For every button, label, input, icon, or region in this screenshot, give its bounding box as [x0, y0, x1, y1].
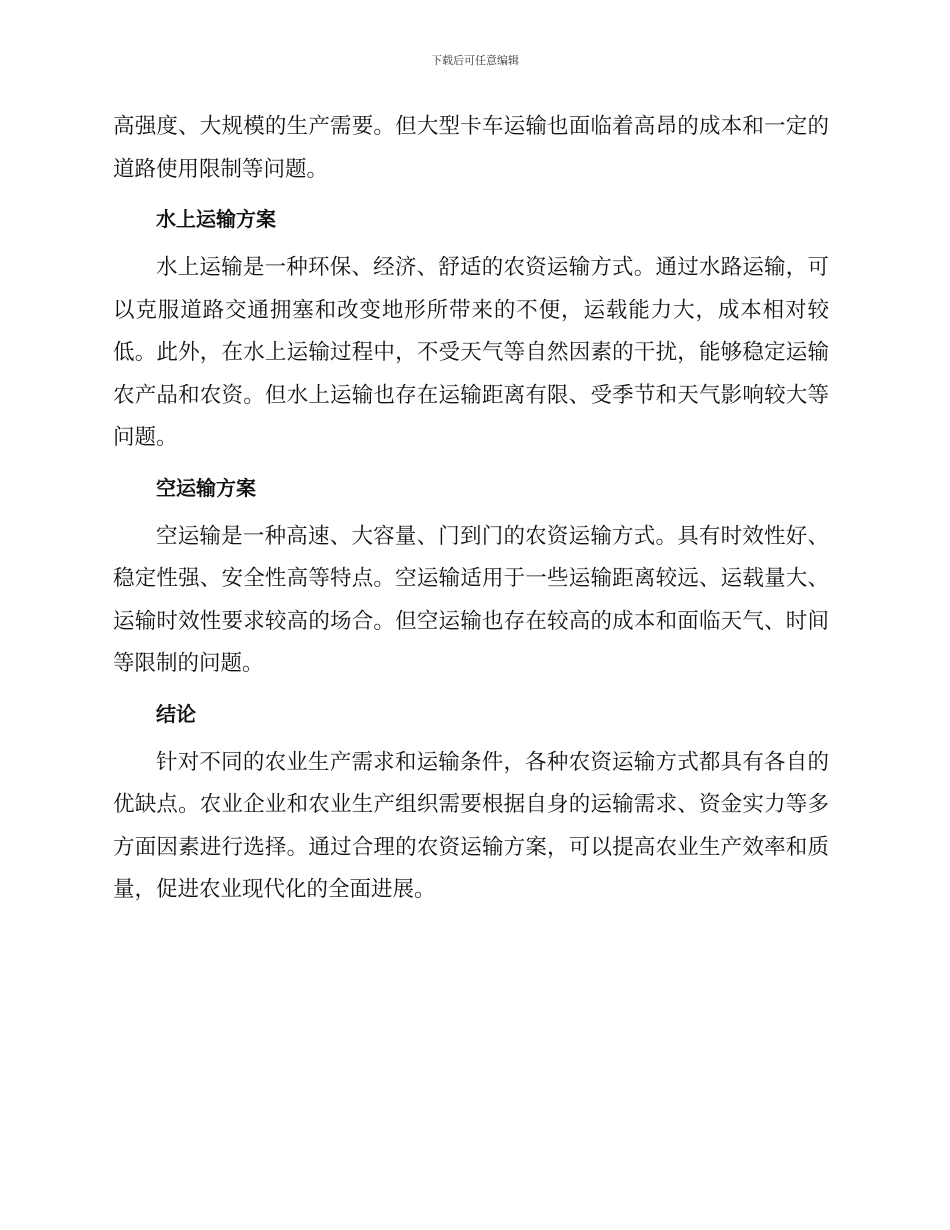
section-paragraph-conclusion: 针对不同的农业生产需求和运输条件，各种农资运输方式都具有各自的优缺点。农业企业和农业生产组织需要根据自身的运输需求、资金实力等多方面因素进行选择。通过合理的农资运输方案，可以提高农业生产效率和质量，促进农业现代化的全面进展。	[113, 749, 829, 902]
section-heading-conclusion: 结论	[156, 701, 196, 726]
section-heading-air-transport: 空运输方案	[156, 475, 256, 500]
section-paragraph-water-transport: 水上运输是一种环保、经济、舒适的农资运输方式。通过水路运输，可以克服道路交通拥塞和改变地形所带来的不便，运载能力大，成本相对较低。此外，在水上运输过程中，不受天气等自然因素的干扰，能够稳定运输农产品和农资。但水上运输也存在运输距离有限、受季节和天气影响较大等问题。	[113, 255, 829, 450]
intro-continuation-paragraph: 高强度、大规模的生产需要。但大型卡车运输也面临着高昂的成本和一定的道路使用限制等问题。	[113, 114, 829, 182]
section-heading-water-transport: 水上运输方案	[156, 207, 276, 231]
page-header-note: 下载后可任意编辑	[431, 54, 519, 67]
section-paragraph-air-transport: 空运输是一种高速、大容量、门到门的农资运输方式。具有时效性好、稳定性强、安全性高等特点。空运输适用于一些运输距离较远、运载量大、运输时效性要求较高的场合。但空运输也存在较高的成本和面临天气、时间等限制的问题。	[113, 523, 829, 676]
document-body	[113, 106, 829, 912]
